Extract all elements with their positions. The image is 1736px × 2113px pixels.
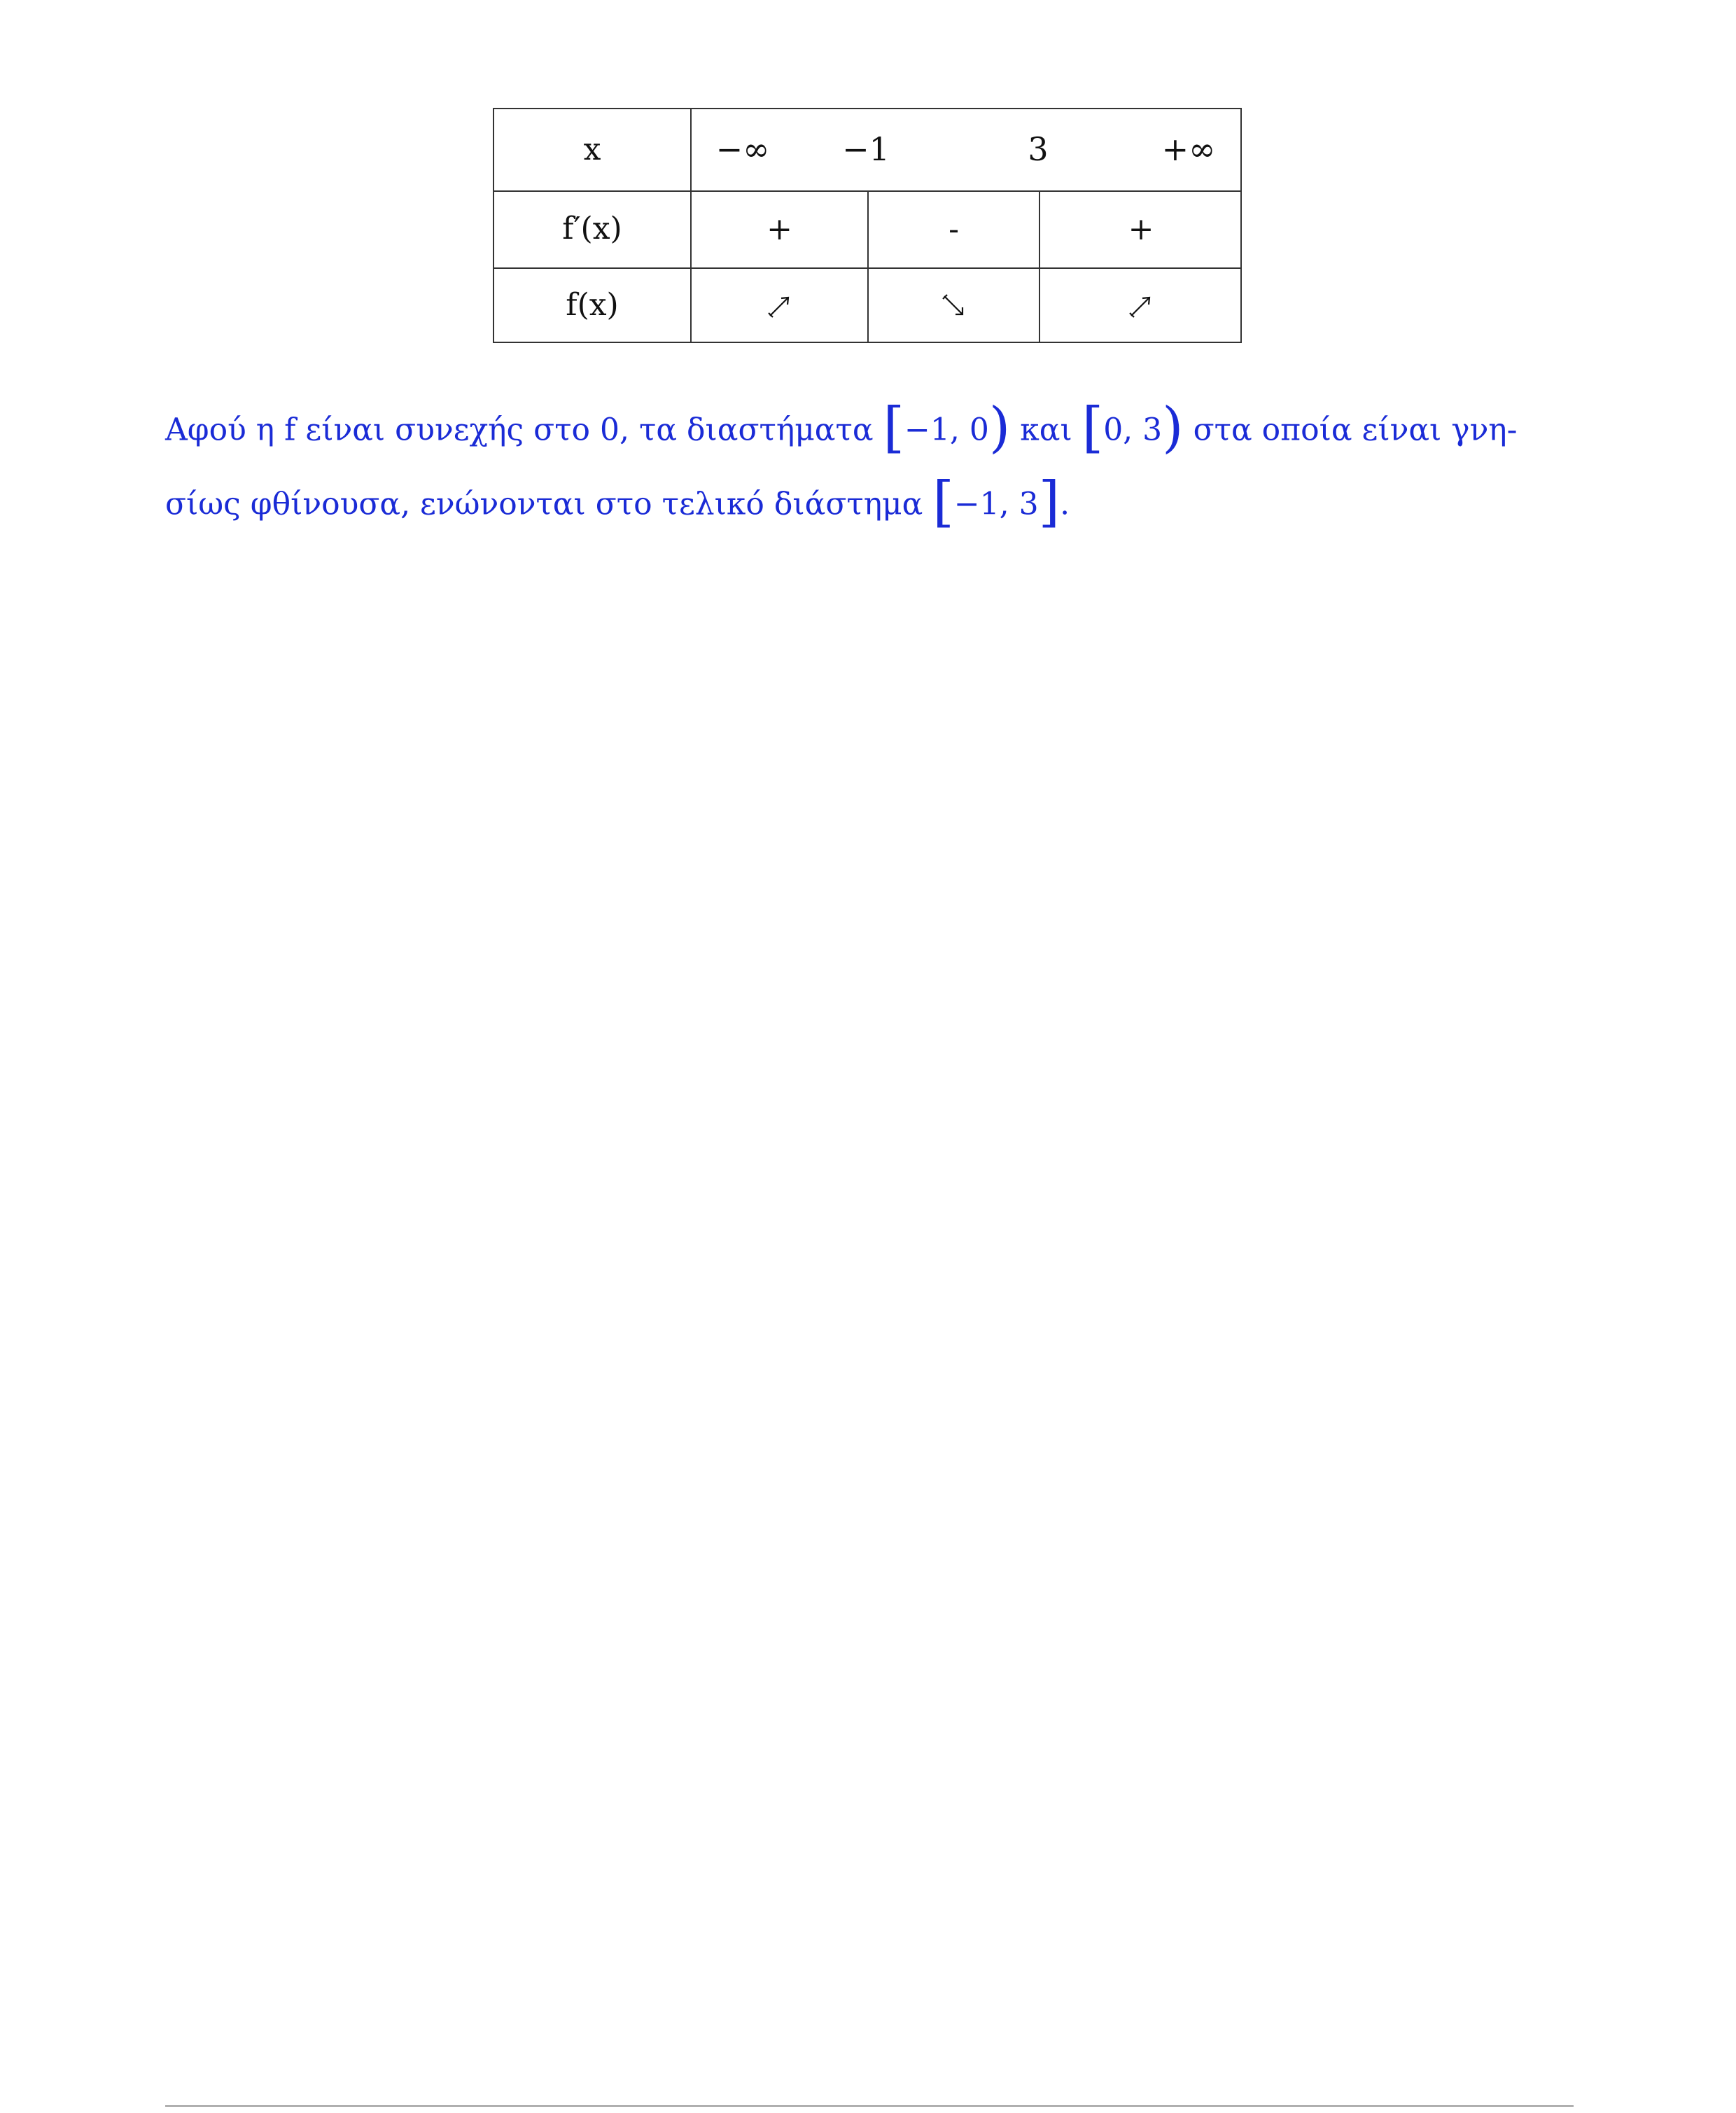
line1-text-a: Αφού η f είναι συνεχής στο 0, τα διαστήματα: [165, 412, 874, 448]
interval1-open-bracket: [: [883, 396, 905, 459]
line2-text-a: σίως φθίνουσα, ενώνονται στο τελικό διάστημα: [165, 486, 923, 522]
monotonicity-cell-2: [869, 269, 1039, 343]
interval1-close-paren: ): [988, 396, 1011, 459]
x-value-neg-one: −1: [842, 130, 890, 168]
x-value-three: 3: [1028, 130, 1049, 168]
monotonicity-cell-3: [1040, 269, 1242, 343]
conclusion-line-1: [165, 396, 1565, 459]
monotonicity-cell-1: [692, 269, 867, 343]
increasing-arrow-icon: [1127, 292, 1155, 320]
interval2-open-bracket: [: [1082, 396, 1104, 459]
decreasing-arrow-icon: [940, 292, 968, 320]
interval3-body: −1, 3: [953, 486, 1039, 522]
sign-cell-1: +: [766, 211, 792, 247]
sign-cell-3: +: [1128, 211, 1154, 247]
sign-cell-2: -: [948, 211, 959, 247]
line1-text-b: στα οποία είναι γνη-: [1193, 412, 1518, 448]
increasing-arrow-icon: [766, 292, 794, 320]
line2-period: .: [1060, 486, 1070, 522]
row-label-x: x: [583, 132, 601, 167]
row-label-derivative: f′(x): [562, 211, 622, 246]
x-value-pos-infinity: +∞: [1161, 130, 1216, 168]
conclusion-line-2: [165, 470, 1565, 534]
interval3-open-bracket: [: [932, 470, 954, 534]
x-value-neg-infinity: −∞: [715, 130, 770, 168]
variation-table: [493, 108, 1242, 343]
interval2-close-paren: ): [1162, 396, 1184, 459]
interval1-body: −1, 0: [904, 412, 989, 448]
interval2-body: 0, 3: [1103, 412, 1163, 448]
interval3-close-bracket: ]: [1038, 470, 1060, 534]
footer-rule: [165, 2105, 1574, 2107]
row-label-function: f(x): [566, 287, 619, 323]
conjunction: και: [1020, 412, 1072, 448]
